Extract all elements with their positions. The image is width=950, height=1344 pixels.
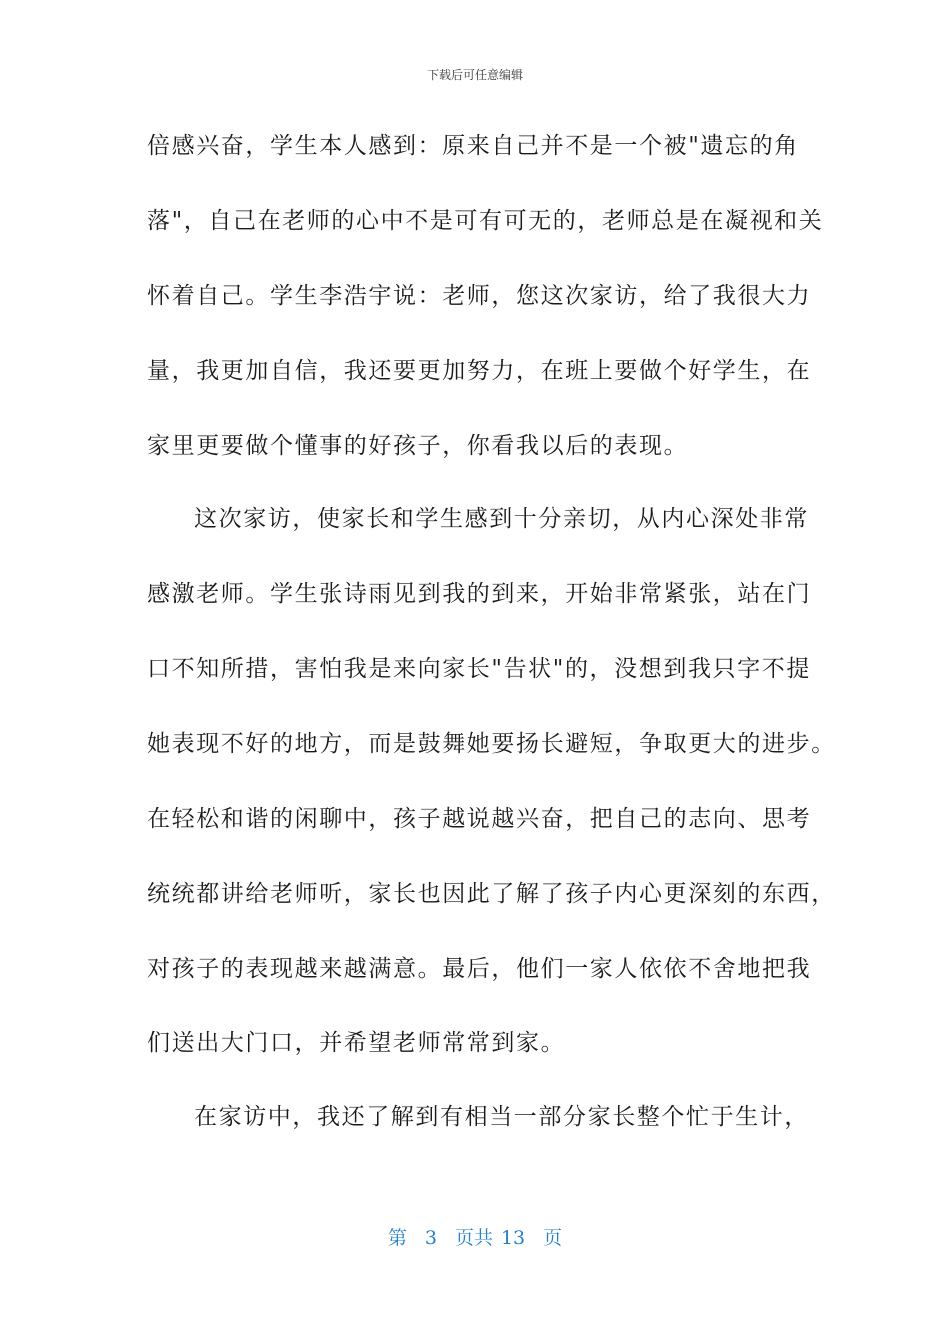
paragraph-2-line-4: 她表现不好的地方，而是鼓舞她要扬长避短，争取更大的进步。: [147, 731, 836, 757]
paragraph-2-line-1: 这次家访，使家长和学生感到十分亲切，从内心深处非常: [194, 506, 809, 532]
paragraph-1-line-1: 倍感兴奋，学生本人感到：原来自己并不是一个被"遗忘的角: [147, 133, 799, 159]
page-number-footer: [0, 1224, 950, 1252]
paragraph-2-line-8: 们送出大门口，并希望老师常常到家。: [147, 1030, 566, 1056]
paragraph-1-line-2: 落"，自己在老师的心中不是可有可无的，老师总是在凝视和关: [147, 208, 824, 234]
page-header: 下载后可任意编辑: [426, 68, 523, 82]
paragraph-2-line-6: 统统都讲给老师听，家长也因此了解了孩子内心更深刻的东西，: [147, 881, 836, 907]
paragraph-2-line-3: 口不知所措，害怕我是来向家长"告状"的，没想到我只字不提: [147, 656, 811, 682]
paragraph-1-line-5: 家里更要做个懂事的好孩子，你看我以后的表现。: [147, 433, 689, 459]
footer-middle: 页共: [454, 1227, 493, 1249]
footer-prefix: 第: [387, 1227, 407, 1249]
paragraph-2-line-7: 对孩子的表现越来越满意。最后，他们一家人依依不舍地把我: [147, 956, 812, 982]
paragraph-3-line-1: 在家访中，我还了解到有相当一部分家长整个忙于生计，: [194, 1104, 809, 1130]
paragraph-1-line-3: 怀着自己。学生李浩宇说：老师，您这次家访，给了我很大力: [147, 283, 812, 309]
paragraph-2-line-2: 感激老师。学生张诗雨见到我的到来，开始非常紧张，站在门: [147, 581, 812, 607]
paragraph-2-line-5: 在轻松和谐的闲聊中，孩子越说越兴奋，把自己的志向、思考: [147, 806, 812, 832]
footer-suffix: 页: [543, 1227, 563, 1249]
footer-current-page: 3: [424, 1227, 437, 1249]
footer-total-pages: 13: [500, 1227, 526, 1249]
paragraph-1-line-4: 量，我更加自信，我还要更加努力，在班上要做个好学生，在: [147, 358, 812, 384]
